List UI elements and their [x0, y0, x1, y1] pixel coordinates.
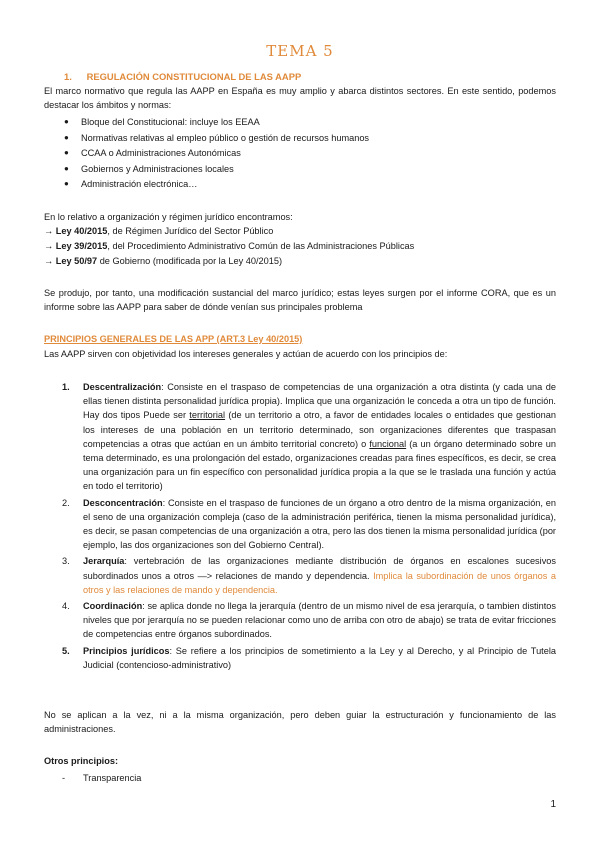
- law-name: Ley 40/2015: [55, 226, 108, 236]
- closing-paragraph: No se aplican a la vez, ni a la misma organización, pero deben guiar la estructuración y funcionamiento de las administraciones.: [44, 710, 556, 735]
- page-number: 1: [550, 799, 556, 810]
- law-name: Ley 39/2015: [55, 241, 108, 251]
- section-title: REGULACIÓN CONSTITUCIONAL DE LAS AAPP: [86, 71, 302, 82]
- page-title: TEMA 5: [266, 42, 334, 60]
- item-number: 5.: [62, 645, 70, 656]
- law-line: → Ley 40/2015, de Régimen Jurídico del Sector Público: [44, 226, 274, 236]
- list-item: ● Normativas relativas al empleo público o gestión de recursos humanos: [64, 131, 369, 147]
- principles-list: [62, 380, 556, 672]
- list-item: 4. Coordinación: se aplica donde no llega la jerarquía (dentro de un mismo nivel de esa jerarquía, o tambien distintos niveles que por jerarquía no se pueden relacionar como uno de arriba con otro de abajo) se trata de evitar fricciones de competencias entre órganos subordinados.: [62, 601, 556, 640]
- law-line: → Ley 50/97 de Gobierno (modificada por la Ley 40/2015): [44, 256, 283, 266]
- others-heading: Otros principios:: [44, 756, 119, 766]
- law-name: Ley 50/97: [55, 256, 98, 266]
- item-number: 1.: [62, 382, 70, 392]
- principle-term: Coordinación: [83, 601, 143, 612]
- principles-intro: Las AAPP sirven con objetividad los intereses generales y actúan de acuerdo con los principios de:: [44, 349, 448, 359]
- list-item: ● CCAA o Administraciones Autonómicas: [64, 146, 369, 162]
- list-item: - Transparencia: [62, 773, 142, 783]
- intro-paragraph: El marco normativo que regula las AAPP en España es muy amplio y abarca distintos sectores. En este sentido, podemos destacar los ámbitos y normas:: [44, 86, 556, 111]
- principle-term: Jerarquía: [83, 556, 125, 567]
- underlined-term: funcional: [369, 438, 407, 449]
- list-item: 1. Descentralización: Consiste en el traspaso de competencias de una organización a otra distinta (y cada una de ellas tienen distinta personalidad jurídica propia). Implica que una organización le conceda a otra un tipo de función. Hay dos tipos Puede ser territorial (de un territorio a otro, a favor de entidades locales o entidades que gestionan los intereses de una población en un territorio determinado, son organizaciones diferentes que traspasan competencias a otras que actúan en un ámbito territorial concreto) o funcional (a un órgano determinado sobre un tema determinado, es una prolongación del estado, organizaciones creadas para fines específicos, es decir, se crea una organización para un fin específico con personalidad jurídica propia a la que se le traslada una función y actúa en todo el territorio): [62, 382, 556, 492]
- principle-term: Desconcentración: [83, 497, 163, 508]
- scope-list: [64, 115, 369, 193]
- list-item: 3. Jerarquía: vertebración de las organizaciones mediante distribución de órganos en escalones sucesivos subordinados unos a otros —> relaciones de mando y dependencia. Implica la subordinación de unos órganos a otros y las relaciones de mando y dependencia.: [62, 556, 556, 595]
- cora-paragraph: Se produjo, por tanto, una modificación sustancial del marco jurídico; estas leyes surgen por el informe CORA, que es un informe sobre las AAPP para saber de dónde venían sus principales problema: [44, 288, 556, 313]
- highlighted-text: Implica la subordinación de unos órganos a otros y las relaciones de mando y dependencia.: [83, 570, 556, 595]
- principle-term: Descentralización: [83, 382, 162, 392]
- item-number: 3.: [62, 556, 70, 567]
- item-number: 2.: [62, 497, 70, 508]
- item-number: 4.: [62, 601, 70, 612]
- laws-intro: En lo relativo a organización y régimen jurídico encontramos:: [44, 212, 293, 222]
- law-line: → Ley 39/2015, del Procedimiento Administrativo Común de las Administraciones Públicas: [44, 241, 415, 251]
- list-item: ● Administración electrónica…: [64, 177, 369, 193]
- list-item: 2. Desconcentración: Consiste en el traspaso de funciones de un órgano a otro dentro de la misma organización, en el seno de una organización compleja (caso de la administración periférica, tienen la misma personalidad jurídica), es decir, se pasan competencias de una organización a otra, pero las dos tienen la misma personalidad jurídica (por ejemplo, las dos organizaciones son del Gobierno Central).: [62, 497, 556, 551]
- underlined-term: territorial: [189, 410, 226, 421]
- list-item: ● Bloque del Constitucional: incluye los EEAA: [64, 115, 369, 131]
- principle-term: Principios jurídicos: [83, 645, 170, 656]
- list-item: 5. Principios jurídicos: Se refiere a los principios de sometimiento a la Ley y al Derecho, y al Principio de Tutela Judicial (contencioso-administrativo): [62, 645, 556, 670]
- section-number: 1.: [64, 71, 72, 82]
- list-item: ● Gobiernos y Administraciones locales: [64, 162, 369, 178]
- section-heading-1: [64, 70, 301, 84]
- section-heading-2: PRINCIPIOS GENERALES DE LAS APP (ART.3 Ley 40/2015): [44, 334, 303, 344]
